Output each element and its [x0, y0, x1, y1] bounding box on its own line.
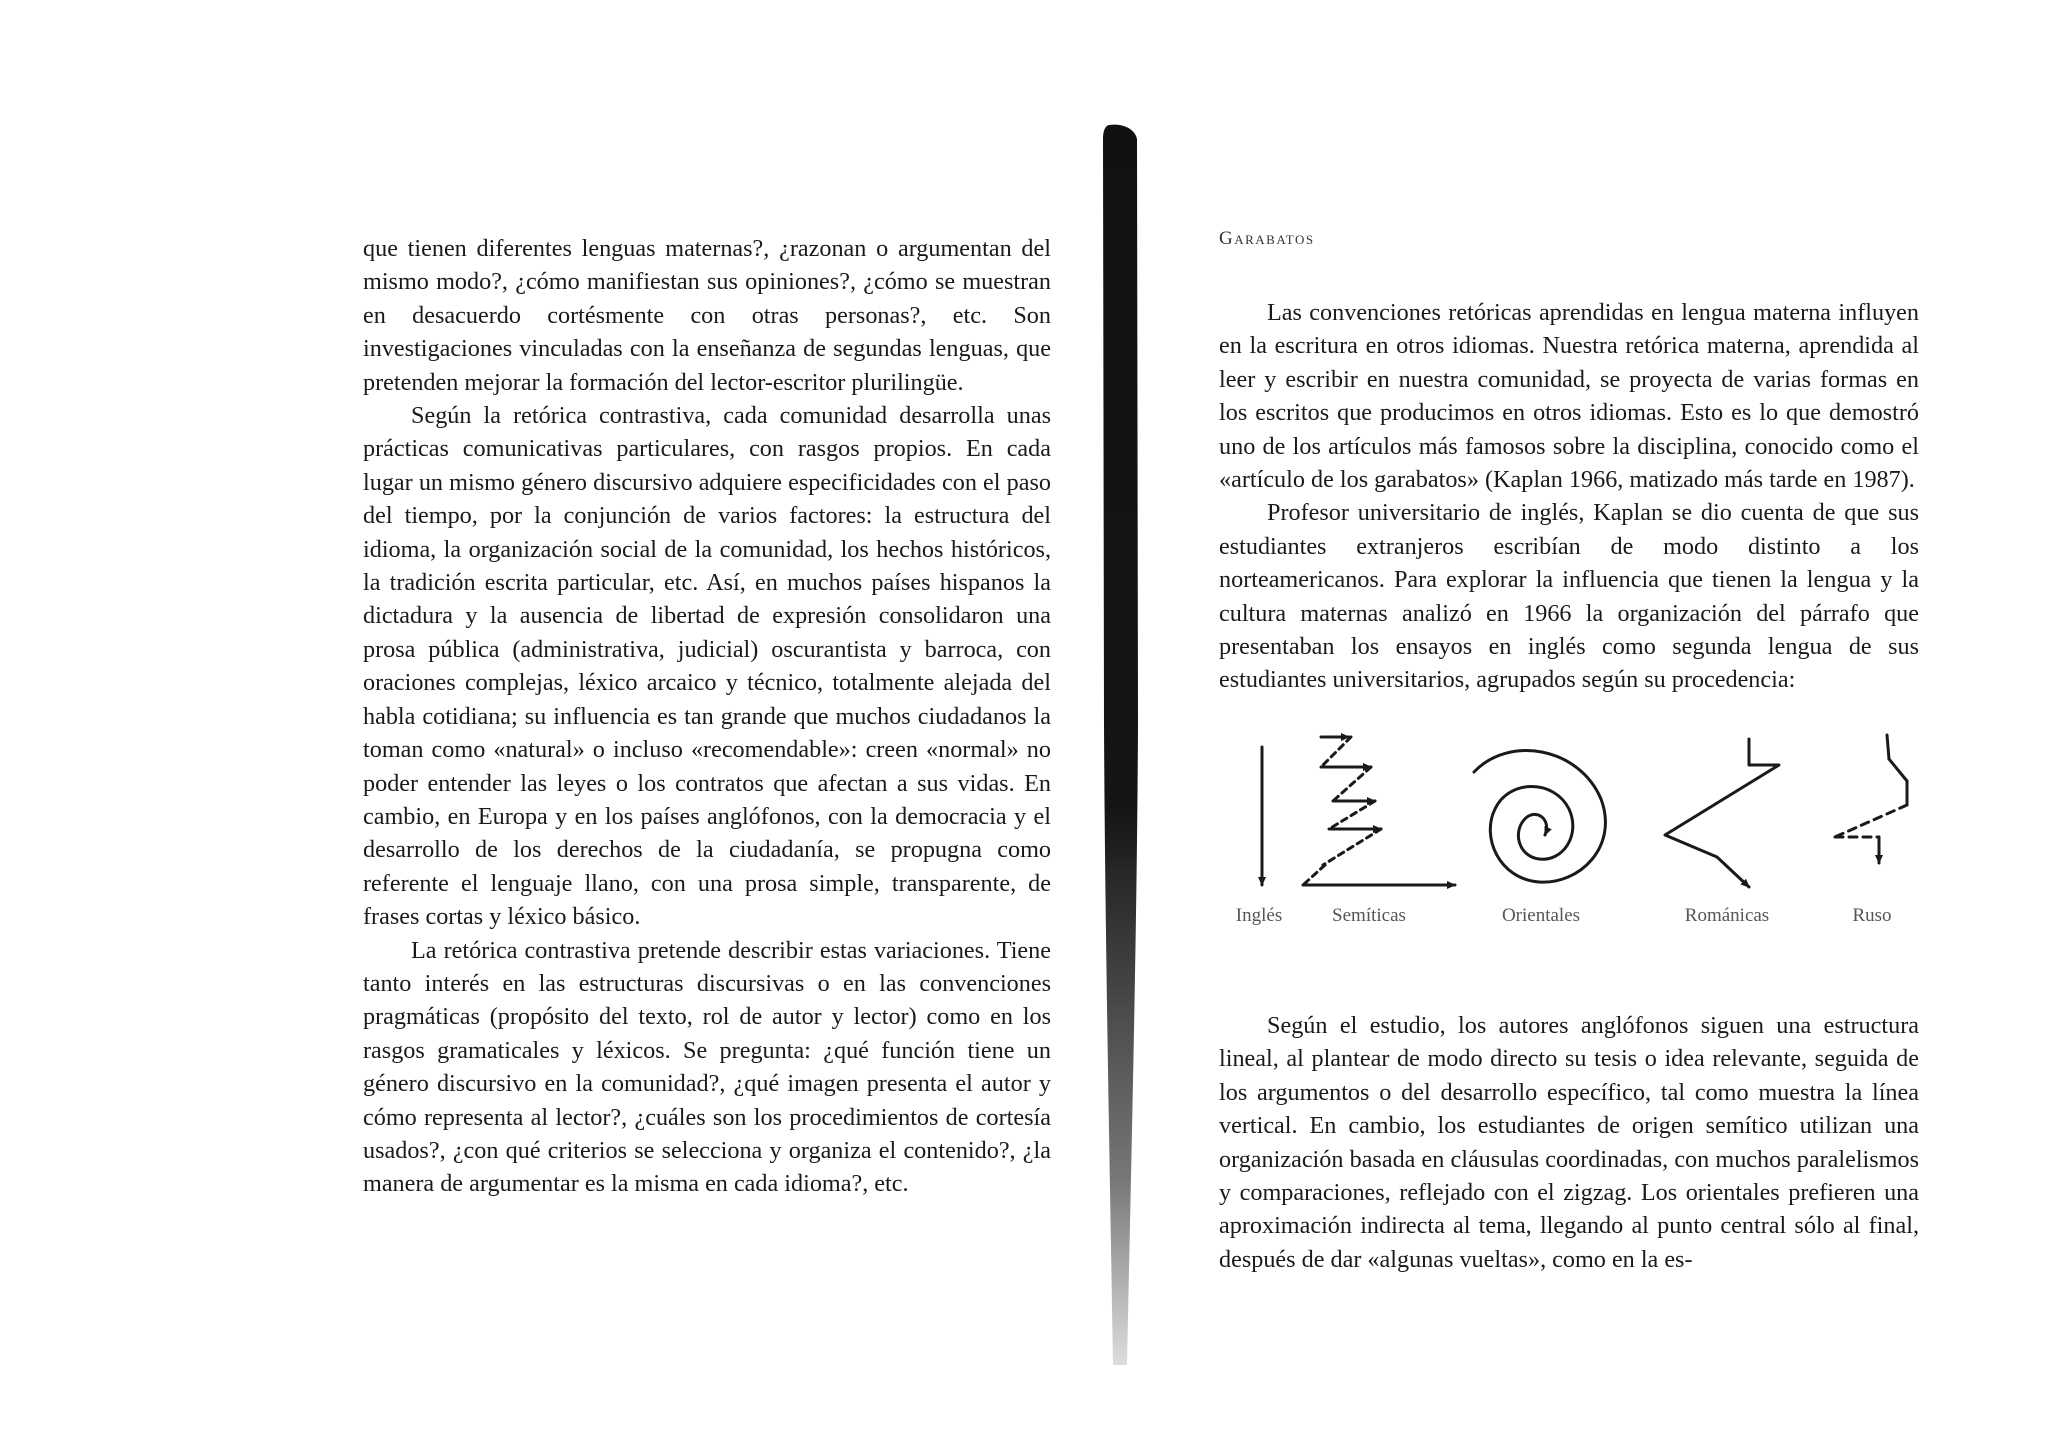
book-spine-shadow — [1097, 125, 1145, 1365]
left-paragraph-3: La retórica contrastiva pretende describir estas variaciones. Tiene tanto interés en las estructuras discursivas o en las convenciones pragmáticas (propósito del texto, rol de autor y lector) como en los rasgos gramaticales y léxicos. Se pregunta: ¿qué función tiene un género discursivo en la comunidad?, ¿qué imagen presenta el autor y cómo representa al lector?, ¿cuáles son los procedimientos de cortesía usados?, ¿con qué criterios se selecciona y organiza el contenido?, ¿la manera de argumentar es la misma en cada idioma?, etc. — [363, 936, 1051, 1198]
figure-label-romanicas: Románicas — [1684, 904, 1770, 926]
russian-broken-line-doodle — [1835, 735, 1907, 863]
oriental-spiral-doodle — [1474, 750, 1605, 882]
doodles-drawing — [1219, 717, 1919, 967]
figure-label-ingles: Inglés — [1235, 904, 1283, 926]
right-paragraph-1: Las convenciones retóricas aprendidas en lengua materna influyen en la escritura en otros idiomas. Nuestra retórica materna, aprendida al leer y escribir en nuestra comunidad, se proyecta de varias formas en los escritos que producimos en otros idiomas. Esto es lo que demostró uno de los artículos más famosos sobre la disciplina, conocido como el «artículo de los garabatos» (Kaplan 1966, matizado más tarde en 1987). — [1219, 299, 1919, 494]
right-paragraph-3: Según el estudio, los autores anglófonos siguen una estructura lineal, al plantear de modo directo su tesis o idea relevante, seguida de los argumentos o del desarrollo específico, tal como muestra la línea vertical. En cambio, los estudiantes de origen semítico utilizan una organización basada en cláusulas coordinadas, con muchos paralelismos y comparaciones, reflejado con el zigzag. Los orientales prefieren una aproximación indirecta al tema, llegando al punto central sólo al final, después de dar «algunas vueltas», como en la es- — [1219, 1011, 1919, 1273]
figure-label-orientales: Orientales — [1501, 904, 1581, 926]
left-paragraph-2: Según la retórica contrastiva, cada comunidad desarrolla unas prácticas comunicativas particulares, con rasgos propios. En cada lugar un mismo género discursivo adquiere especificidades con el paso del tiempo, por la conjunción de varios factores: la estructura del idioma, la organización social de la comunidad, los hechos históricos, la tradición escrita particular, etc. Así, en muchos países hispanos la dictadura y la ausencia de libertad de expresión consolidaron una prosa pública (administrativa, judicial) oscurantista y barroca, con oraciones complejas, léxico arcaico y técnico, totalmente alejada del habla cotidiana; su influencia es tan grande que muchos ciudadanos la toman como «natural» o incluso «recomendable»: creen «normal» no poder entender las leyes o los contratos que afectan a sus vidas. En cambio, en Europa y en los países anglófonos, con la democracia y el desarrollo de los derechos de la ciudadanía, se propugna como referente el lenguaje llano, con una prosa simple, transparente, de frases cortas y léxico básico. — [363, 402, 1051, 931]
semitic-zigzag-doodle — [1303, 737, 1455, 885]
right-page — [1219, 228, 1919, 1273]
figure-label-semiticas: Semíticas — [1332, 904, 1406, 926]
kaplan-doodles-figure — [1219, 717, 1919, 967]
left-paragraph-1: que tienen diferentes lenguas maternas?, ¿razonan o argumentan del mismo modo?, ¿cómo manifiestan sus opiniones?, ¿cómo se muestran en desacuerdo cortésmente con otras personas?, etc. Son investigaciones vinculadas con la enseñanza de segundas lenguas, que pretenden mejorar la formación del lector-escritor plurilingüe. — [363, 235, 1051, 396]
romance-digression-doodle — [1665, 739, 1779, 887]
left-page — [363, 232, 1051, 1201]
figure-label-ruso: Ruso — [1852, 904, 1892, 926]
right-paragraph-2: Profesor universitario de inglés, Kaplan se dio cuenta de que sus estudiantes extranjeros escribían de modo distinto a los norteamericanos. Para explorar la influencia que tienen la lengua y la cultura maternas analizó en 1966 la organización del párrafo que presentaban los ensayos en inglés como segunda lengua de sus estudiantes universitarios, agrupados según su procedencia: — [1219, 499, 1919, 694]
right-paragraph-3-clip — [1219, 1009, 1919, 1273]
running-header: Garabatos — [1219, 228, 1315, 249]
